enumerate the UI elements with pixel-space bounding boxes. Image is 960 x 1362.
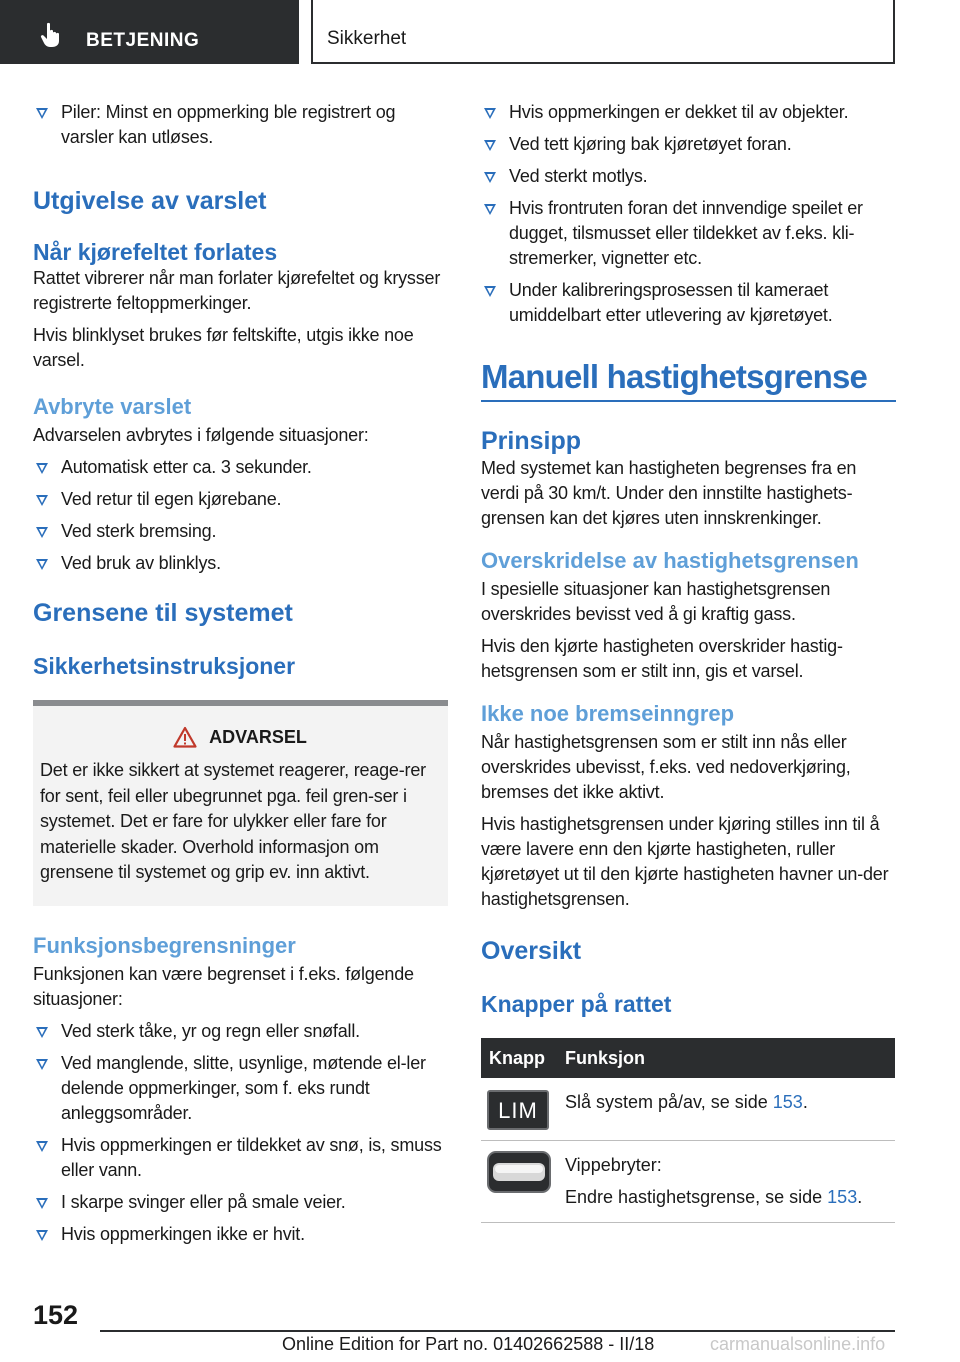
paragraph: Med systemet kan hastigheten begrenses fra en verdi på 30 km/t. Under den innstilte hastighets-grensen kan det kjøres uten innskrenkinger. [481, 458, 857, 528]
triangle-bullet-icon [36, 1141, 48, 1152]
topic-box [311, 0, 895, 64]
table-cell-icon [481, 1078, 557, 1141]
list-item: Ved sterk bremsing. [33, 519, 448, 544]
list-item: Ved sterkt motlys. [481, 164, 896, 189]
paragraph: Når hastighetsgrensen som er stilt inn nås eller overskrides ubevisst, f.eks. ved nedoverkjøring, bremses det ikke aktivt. [481, 732, 851, 802]
list-item: Ved tett kjøring bak kjøretøyet foran. [481, 132, 896, 157]
triangle-bullet-icon [484, 140, 496, 151]
table-row [481, 1141, 895, 1223]
table-cell-icon [481, 1141, 557, 1223]
page-link[interactable]: 153 [772, 1092, 803, 1112]
triangle-bullet-icon [36, 463, 48, 474]
list-item: Hvis oppmerkingen ikke er hvit. [33, 1222, 448, 1247]
paragraph: Hvis hastighetsgrensen under kjøring stilles inn til å være lavere enn den kjørte hastigheten, ruller kjøretøyet ut til den kjørte hastigheten havner un-der hastighetsgrensen. [481, 814, 889, 909]
rocker-switch-icon [487, 1151, 551, 1193]
table-header-funksjon: Funksjon [557, 1038, 895, 1078]
heading-funksjon: Funksjonsbegrensninger [33, 932, 296, 958]
heading-avbryte: Avbryte varslet [33, 394, 192, 419]
paragraph: Hvis den kjørte hastigheten overskrider hastig-hetsgrensen som er stilt inn, gis et varsel. [481, 636, 843, 681]
page-number: 152 [33, 1300, 79, 1330]
list-item: Hvis frontruten foran det innvendige speilet er dugget, tilsmusset eller tildekket av f.eks. kli-stremerker, vignetter etc. [481, 196, 896, 271]
table-row [481, 1078, 895, 1141]
warning-triangle-icon [173, 726, 197, 748]
list-item: Ved sterk tåke, yr og regn eller snøfall. [33, 1019, 448, 1044]
heading-grensene: Grensene til systemet [33, 599, 293, 627]
list-item: I skarpe svinger eller på smale veier. [33, 1190, 448, 1215]
triangle-bullet-icon [36, 495, 48, 506]
list-item: Hvis oppmerkingen er tildekket av snø, is, smuss eller vann. [33, 1133, 448, 1183]
footer-rule [100, 1330, 895, 1332]
list-item: Ved retur til egen kjørebane. [33, 487, 448, 512]
paragraph: Advarselen avbrytes i følgende situasjoner: [33, 425, 369, 445]
triangle-bullet-icon [36, 108, 48, 119]
warning-box [33, 700, 448, 906]
table-cell-function: Slå system på/av, se side 153. [557, 1078, 895, 1141]
paragraph: Rattet vibrerer når man forlater kjørefeltet og krysser registrerte feltoppmerkinger. [33, 268, 441, 313]
triangle-bullet-icon [36, 559, 48, 570]
list-item: Under kalibreringsprosessen til kameraet umiddelbart etter utlevering av kjøretøyet. [481, 278, 896, 328]
heading-knapper: Knapper på rattet [481, 991, 672, 1017]
triangle-bullet-icon [36, 1230, 48, 1241]
paragraph: Funksjonen kan være begrenset i f.eks. følgende situasjoner: [33, 963, 414, 1009]
hand-pointer-icon [40, 22, 64, 48]
triangle-bullet-icon [36, 1027, 48, 1038]
heading-manuell: Manuell hastighetsgrense [481, 358, 868, 395]
triangle-bullet-icon [36, 527, 48, 538]
buttons-table [481, 1038, 895, 1223]
triangle-bullet-icon [36, 1059, 48, 1070]
triangle-bullet-icon [484, 286, 496, 297]
warning-title: ADVARSEL [40, 726, 440, 748]
table-header-row [481, 1038, 895, 1078]
list-item: Hvis oppmerkingen er dekket til av objekter. [481, 100, 896, 125]
paragraph: I spesielle situasjoner kan hastighetsgrensen overskrides bevisst ved å gi kraftig gass. [481, 579, 831, 624]
heading-oversikt: Oversikt [481, 937, 582, 965]
topic-label: Sikkerhet [327, 28, 407, 49]
triangle-bullet-icon [484, 204, 496, 215]
edition-text: Online Edition for Part no. 01402662588 - II/18 [282, 1334, 655, 1354]
list-item: Piler: Minst en oppmerking ble registrert og varsler kan utløses. [33, 100, 448, 150]
page-link[interactable]: 153 [827, 1187, 858, 1207]
list-item: Ved bruk av blinklys. [33, 551, 448, 576]
table-cell-function: Vippebryter: Endre hastighetsgrense, se side 153. [557, 1141, 895, 1223]
paragraph: Hvis blinklyset brukes før feltskifte, utgis ikke noe varsel. [33, 325, 414, 370]
lim-button-icon: LIM [487, 1090, 549, 1130]
section-tab [0, 0, 299, 64]
triangle-bullet-icon [36, 1198, 48, 1209]
triangle-bullet-icon [484, 108, 496, 119]
heading-utgivelse: Utgivelse av varslet [33, 187, 267, 215]
heading-ikke-bremse: Ikke noe bremseinngrep [481, 701, 735, 726]
heading-sikkerhet: Sikkerhetsinstruksjoner [33, 653, 296, 679]
triangle-bullet-icon [484, 172, 496, 183]
list-item: Automatisk etter ca. 3 sekunder. [33, 455, 448, 480]
right-column [481, 100, 896, 1223]
heading-kjorefelt: Når kjørefeltet forlates [33, 239, 278, 265]
list-item: Ved manglende, slitte, usynlige, møtende el-ler delende oppmerkinger, som f. eks rundt anleggsområder. [33, 1051, 448, 1126]
watermark-text: carmanualsonline.info [710, 1334, 886, 1354]
heading-prinsipp: Prinsipp [481, 427, 582, 455]
table-header-knapp: Knapp [481, 1038, 557, 1078]
left-column [33, 100, 448, 1254]
section-label: BETJENING [86, 30, 200, 51]
heading-overskridelse: Overskridelse av hastighetsgrensen [481, 548, 859, 573]
warning-body: Det er ikke sikkert at systemet reagerer, reage-rer for sent, feil eller ubegrunnet pga. feil gren-ser i systemet. Det er fare for ulykker eller fare for materielle skader. Overhold informasjon om grensene til systemet og grip ev. inn aktivt. [40, 760, 426, 882]
heading-rule [481, 400, 896, 402]
